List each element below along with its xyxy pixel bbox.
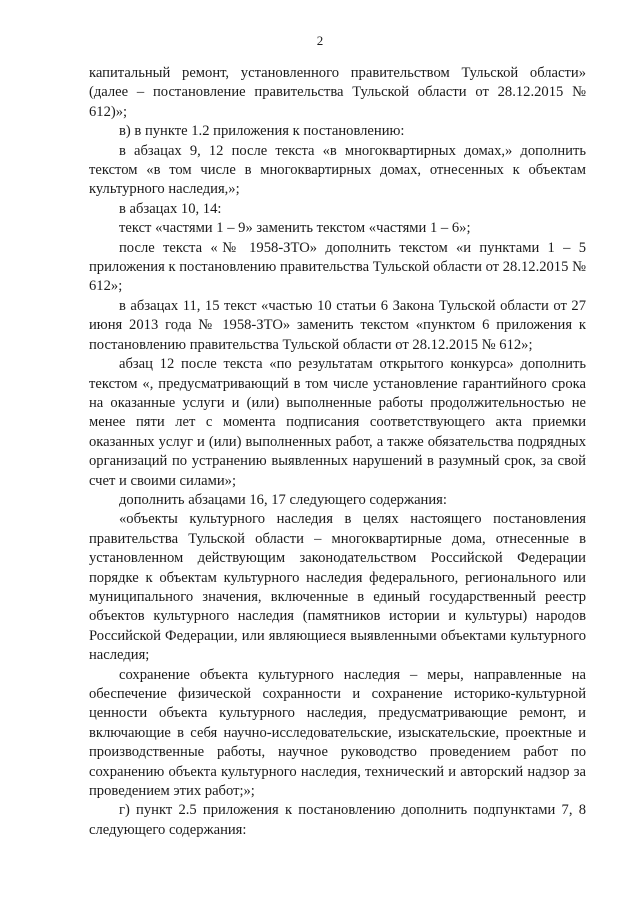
paragraph: после текста «№ 1958-ЗТО» дополнить текстом «и пунктами 1 – 5 приложения к постановлению правительства Тульской области от 28.12.2015 № 612»; bbox=[89, 239, 586, 295]
paragraph: сохранение объекта культурного наследия – меры, направленные на обеспечение физической сохранности и сохранение историко-культурной ценности объекта культурного наследия, предусматривающие ремонт, и включающие в себя научно-исследовательские, изыскательские, проектные и производственные работы, научное руководство проведением работ по сохранению объекта культурного наследия, технический и авторский надзор за проведением этих работ;»; bbox=[89, 666, 586, 800]
paragraph: в абзацах 9, 12 после текста «в многоквартирных домах,» дополнить текстом «в том числе в многоквартирных домах, отнесенных к объектам культурного наследия,»; bbox=[89, 142, 586, 198]
paragraph: г) пункт 2.5 приложения к постановлению дополнить подпунктами 7, 8 следующего содержания: bbox=[89, 802, 586, 838]
document-body bbox=[89, 64, 586, 840]
paragraph: «объекты культурного наследия в целях настоящего постановления правительства Тульской области – многоквартирные дома, отнесенные в установленном действующим законодательством Российской Федерации порядке к объектам культурного наследия федерального, регионального или муниципального значения, включенные в единый государственный реестр объектов культурного наследия (памятников истории и культуры) народов Российской Федерации, или являющиеся выявленными объектами культурного наследия; bbox=[89, 511, 586, 664]
page-number: 2 bbox=[316, 33, 324, 48]
paragraph: текст «частями 1 – 9» заменить текстом «частями 1 – 6»; bbox=[119, 220, 471, 237]
paragraph: абзац 12 после текста «по результатам открытого конкурса» дополнить текстом «, предусматривающий в том числе установление гарантийного срока на оказанные услуги и (или) выполненные работы продолжительностью не менее пяти лет с момента подписания соответствующего акта приемки оказанных услуг и (или) выполненных работ, а также обязательства подрядных организаций по устранению выявленных нарушений в разумный срок, за свой счет и своими силами»; bbox=[89, 356, 586, 489]
paragraph: в абзацах 10, 14: bbox=[119, 200, 222, 217]
paragraph: дополнить абзацами 16, 17 следующего содержания: bbox=[119, 491, 447, 508]
paragraph: в абзацах 11, 15 текст «частью 10 статьи 6 Закона Тульской области от 27 июня 2013 года № 1958-ЗТО» заменить текстом «пунктом 6 приложения к постановлению правительства Тульской области от 28.12.2015 № 612»; bbox=[89, 297, 586, 353]
paragraph: капитальный ремонт, установленного правительством Тульской области» (далее – постановление правительства Тульской области от 28.12.2015 № 612)»; bbox=[89, 65, 586, 120]
paragraph: в) в пункте 1.2 приложения к постановлению: bbox=[119, 123, 405, 140]
